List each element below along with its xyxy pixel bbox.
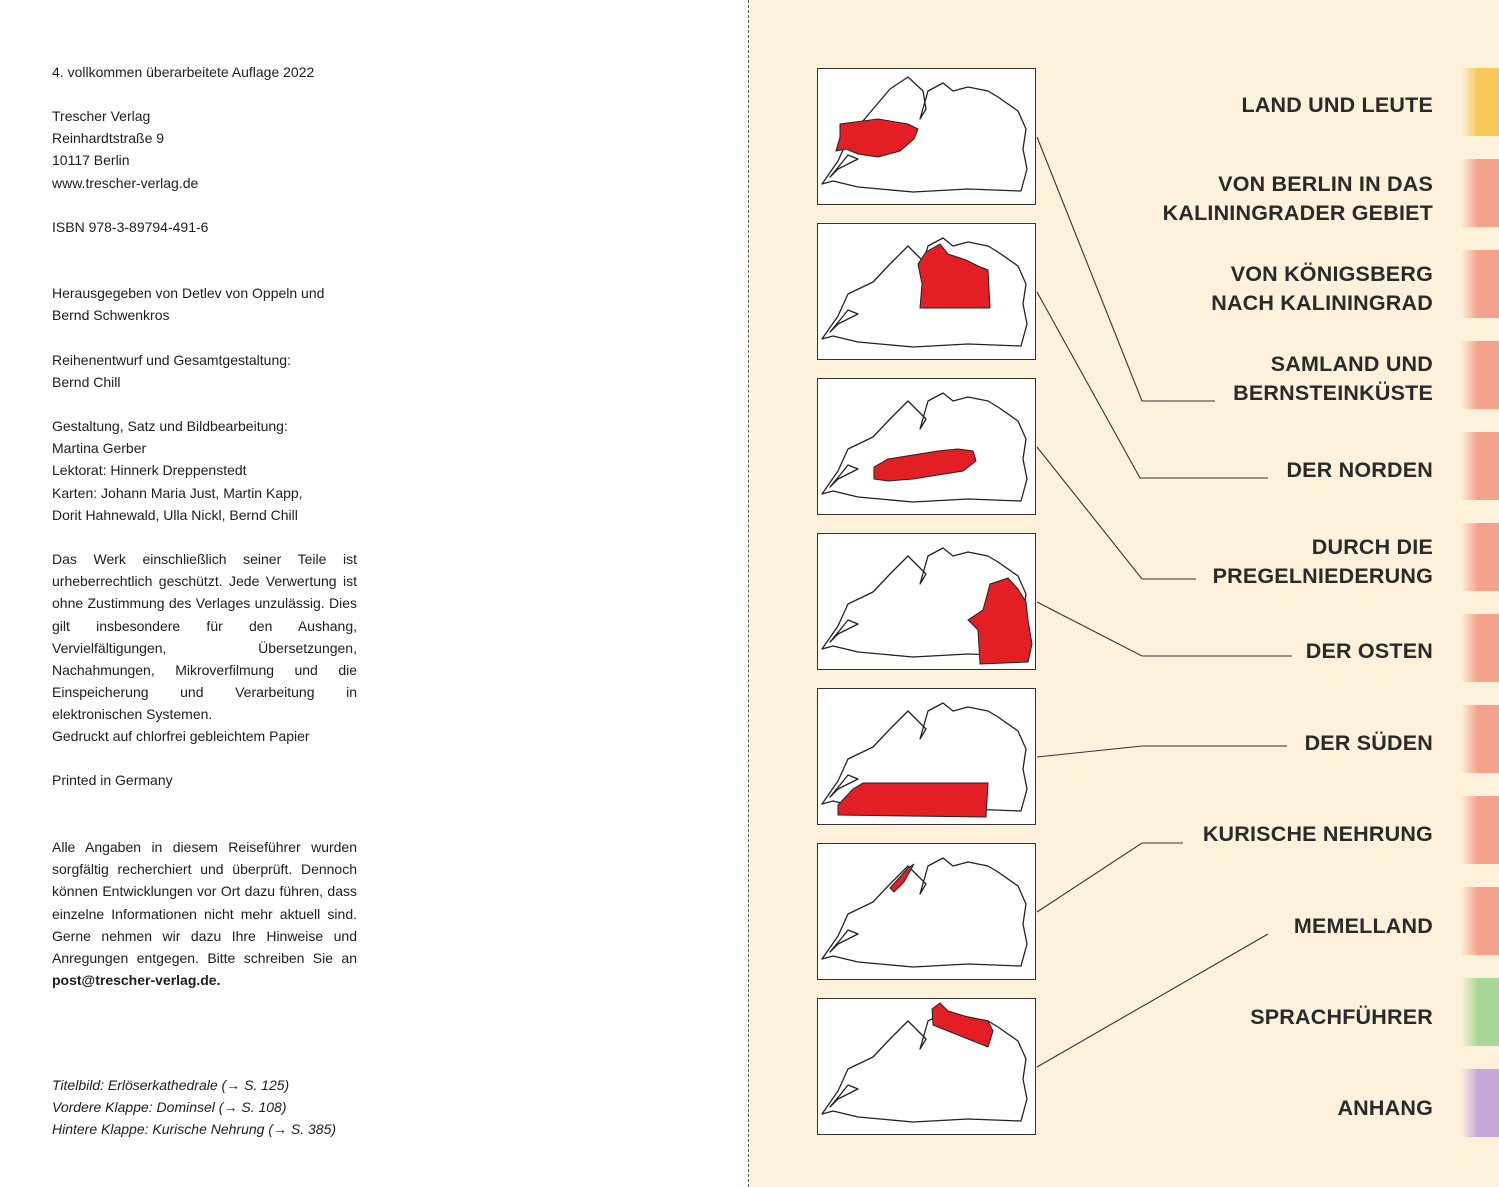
chapter-von-koenigsberg[interactable]: VON KÖNIGSBERG NACH KALININGRAD bbox=[1211, 262, 1433, 315]
imprint-page bbox=[0, 0, 748, 1187]
chapter-samland[interactable]: SAMLAND UND BERNSTEINKÜSTE bbox=[1233, 352, 1433, 405]
contact-email-link[interactable]: post@trescher-verlag.de. bbox=[52, 972, 221, 989]
paper-note: Gedruckt auf chlorfrei gebleichtem Papier bbox=[52, 728, 310, 744]
region-map-samland[interactable] bbox=[817, 68, 1036, 205]
region-map-north[interactable] bbox=[817, 223, 1036, 360]
chapter-land-und-leute[interactable]: LAND UND LEUTE bbox=[1241, 93, 1433, 117]
tab-der-osten[interactable] bbox=[1461, 614, 1499, 682]
chapter-der-osten[interactable]: DER OSTEN bbox=[1305, 639, 1433, 663]
publisher-address: Trescher Verlag Reinhardtstraße 9 10117 Berlin www.trescher-verlag.de bbox=[52, 105, 357, 194]
publisher-website-link[interactable]: www.trescher-verlag.de bbox=[52, 174, 199, 191]
region-map-pregel[interactable] bbox=[817, 378, 1036, 515]
region-map-south[interactable] bbox=[817, 688, 1036, 825]
chapter-anhang[interactable]: ANHANG bbox=[1337, 1096, 1433, 1120]
chapter-memelland[interactable]: MEMELLAND bbox=[1293, 914, 1433, 938]
tab-von-koenigsberg[interactable] bbox=[1461, 250, 1499, 318]
chapter-von-berlin[interactable]: VON BERLIN IN DAS KALININGRADER GEBIET bbox=[1162, 172, 1433, 225]
cover-credits: Titelbild: Erlöserkathedrale (→ S. 125) Vordere Klappe: Dominsel (→ S. 108) Hintere Klappe: Kurische Nehrung (→ S. 385) bbox=[52, 1077, 337, 1138]
copyright-notice: Das Werk einschließlich seiner Teile ist urheberrechtlich geschützt. Jede Verwertung ist ohne Zustimmung des Verlages unzulässig. Dies gilt insbesondere für den Aushang, Vervielfältigungen, Übersetzungen, Nachahmungen, Mikroverfilmung und die Einspeicherung und Verarbeitung in elektronischen Systemen. bbox=[52, 551, 357, 723]
tab-pregelniederung[interactable] bbox=[1461, 523, 1499, 591]
region-map-curonian-spit[interactable] bbox=[817, 843, 1036, 980]
isbn: ISBN 978-3-89794-491-6 bbox=[52, 219, 209, 235]
tab-memelland[interactable] bbox=[1461, 887, 1499, 955]
region-map-east[interactable] bbox=[817, 533, 1036, 670]
tab-anhang[interactable] bbox=[1461, 1069, 1499, 1137]
tab-der-sueden[interactable] bbox=[1461, 705, 1499, 773]
tab-von-berlin[interactable] bbox=[1461, 159, 1499, 227]
printed-note: Printed in Germany bbox=[52, 772, 173, 788]
disclaimer: Alle Angaben in diesem Reiseführer wurden sorgfältig recherchiert und überprüft. Dennoch können Entwicklungen vor Ort dazu führen, dass einzelne Informationen nicht mehr aktuell sind. Gerne nehmen wir dazu Ihre Hinweise und Anregungen entgegen. Bitte schreiben Sie an post@trescher-verlag.de. bbox=[52, 839, 357, 989]
editors: Herausgegeben von Detlev von Oppeln und Bernd Schwenkros bbox=[52, 285, 325, 324]
region-map-memelland[interactable] bbox=[817, 998, 1036, 1135]
tab-land-und-leute[interactable] bbox=[1461, 68, 1499, 136]
edition-note: 4. vollkommen überarbeitete Auflage 2022 bbox=[52, 64, 315, 80]
series-design: Reihenentwurf und Gesamtgestaltung: Bernd Chill bbox=[52, 352, 291, 391]
tab-samland[interactable] bbox=[1461, 341, 1499, 409]
chapter-der-sueden[interactable]: DER SÜDEN bbox=[1304, 731, 1433, 755]
chapter-der-norden[interactable]: DER NORDEN bbox=[1286, 458, 1433, 482]
chapter-sprachfuehrer[interactable]: SPRACHFÜHRER bbox=[1250, 1005, 1433, 1029]
chapter-kurische-nehrung[interactable]: KURISCHE NEHRUNG bbox=[1202, 822, 1433, 846]
tab-der-norden[interactable] bbox=[1461, 432, 1499, 500]
page-fold-line bbox=[748, 0, 749, 1187]
chapter-pregelniederung[interactable]: DURCH DIE PREGELNIEDERUNG bbox=[1212, 535, 1433, 588]
production-credits: Gestaltung, Satz und Bildbearbeitung: Martina Gerber Lektorat: Hinnerk Dreppenstedt Karten: Johann Maria Just, Martin Kapp, Dorit Hahnewald, Ulla Nickl, Bernd Chill bbox=[52, 418, 303, 523]
tab-kurische-nehrung[interactable] bbox=[1461, 796, 1499, 864]
tab-sprachfuehrer[interactable] bbox=[1461, 978, 1499, 1046]
